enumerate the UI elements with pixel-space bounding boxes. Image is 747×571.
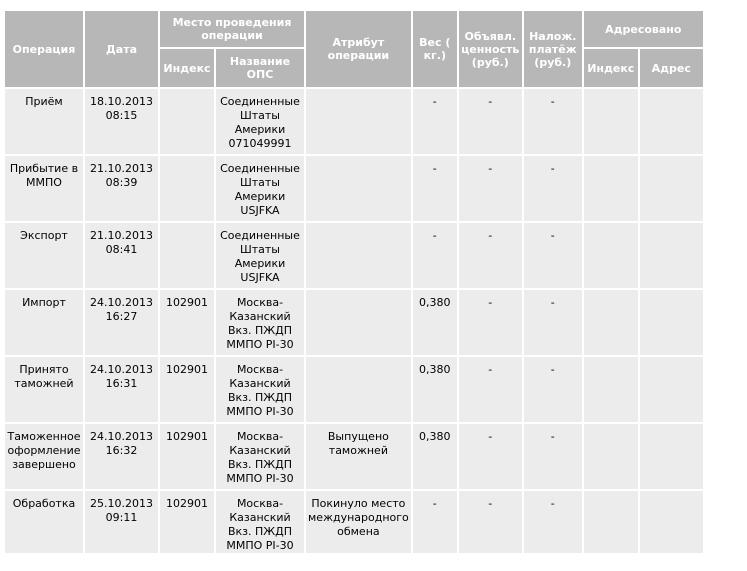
operation-cell: Приём [5,89,83,154]
place-cell: Москва- Казанский Вкз. ПЖДП ММПО PI-30 [216,290,304,355]
declared-cell: - [459,89,522,154]
date-cell: 21.10.2013 08:41 [85,223,158,288]
declared-cell: - [459,223,522,288]
weight-cell: 0,380 [413,357,457,422]
operation-cell: Таможенное оформление завершено [5,424,83,489]
header-cod: Налож. платёж (руб.) [524,11,582,87]
header-operation: Операция [5,11,83,87]
header-weight: Вес ( кг.) [413,11,457,87]
table-row [5,424,703,489]
cod-cell: - [524,156,582,221]
addr-index-cell [584,357,638,422]
operation-cell: Принято таможней [5,357,83,422]
header-index: Индекс [160,49,214,87]
addr-address-cell [640,223,703,288]
table-row [5,89,703,154]
cod-cell: - [524,290,582,355]
table-row [5,491,703,553]
cod-cell: - [524,491,582,553]
date-cell: 21.10.2013 08:39 [85,156,158,221]
weight-cell: 0,380 [413,424,457,489]
declared-cell: - [459,491,522,553]
addr-address-cell [640,156,703,221]
header-attribute: Атрибут операции [306,11,411,87]
declared-cell: - [459,357,522,422]
addr-index-cell [584,290,638,355]
index-cell: 102901 [160,424,214,489]
weight-cell: - [413,223,457,288]
attribute-cell [306,290,411,355]
place-cell: Москва- Казанский Вкз. ПЖДП ММПО PI-30 [216,424,304,489]
place-cell: Соединенные Штаты Америки 071049991 [216,89,304,154]
weight-cell: - [413,156,457,221]
table-row [5,290,703,355]
addr-index-cell [584,424,638,489]
header-addr-address: Адрес [640,49,703,87]
operation-cell: Экспорт [5,223,83,288]
cod-cell: - [524,357,582,422]
index-cell: 102901 [160,491,214,553]
attribute-cell: Выпущено таможней [306,424,411,489]
index-cell [160,89,214,154]
index-cell [160,223,214,288]
index-cell: 102901 [160,357,214,422]
header-addr-index: Индекс [584,49,638,87]
cod-cell: - [524,424,582,489]
header-declared-value: Объявл. ценность (руб.) [459,11,522,87]
operation-cell: Прибытие в ММПО [5,156,83,221]
table-row [5,223,703,288]
tracking-table [3,9,705,555]
addr-index-cell [584,156,638,221]
weight-cell: - [413,491,457,553]
index-cell: 102901 [160,290,214,355]
addr-address-cell [640,424,703,489]
addr-index-cell [584,223,638,288]
operation-cell: Импорт [5,290,83,355]
date-cell: 18.10.2013 08:15 [85,89,158,154]
header-ops-name: Название ОПС [216,49,304,87]
header-place: Место проведения операции [160,11,304,47]
cod-cell: - [524,223,582,288]
place-cell: Москва- Казанский Вкз. ПЖДП ММПО PI-30 [216,357,304,422]
attribute-cell: Покинуло место международного обмена [306,491,411,553]
declared-cell: - [459,290,522,355]
place-cell: Соединенные Штаты Америки USJFKA [216,223,304,288]
header-addressed: Адресовано [584,11,703,47]
date-cell: 24.10.2013 16:31 [85,357,158,422]
header-date: Дата [85,11,158,87]
index-cell [160,156,214,221]
attribute-cell [306,156,411,221]
attribute-cell [306,223,411,288]
table-row [5,357,703,422]
place-cell: Москва- Казанский Вкз. ПЖДП ММПО PI-30 [216,491,304,553]
declared-cell: - [459,156,522,221]
weight-cell: 0,380 [413,290,457,355]
place-cell: Соединенные Штаты Америки USJFKA [216,156,304,221]
addr-address-cell [640,491,703,553]
date-cell: 24.10.2013 16:27 [85,290,158,355]
declared-cell: - [459,424,522,489]
addr-address-cell [640,357,703,422]
attribute-cell [306,89,411,154]
cod-cell: - [524,89,582,154]
attribute-cell [306,357,411,422]
addr-index-cell [584,491,638,553]
date-cell: 25.10.2013 09:11 [85,491,158,553]
addr-index-cell [584,89,638,154]
weight-cell: - [413,89,457,154]
date-cell: 24.10.2013 16:32 [85,424,158,489]
operation-cell: Обработка [5,491,83,553]
addr-address-cell [640,89,703,154]
table-row [5,156,703,221]
table-body [5,89,703,553]
addr-address-cell [640,290,703,355]
